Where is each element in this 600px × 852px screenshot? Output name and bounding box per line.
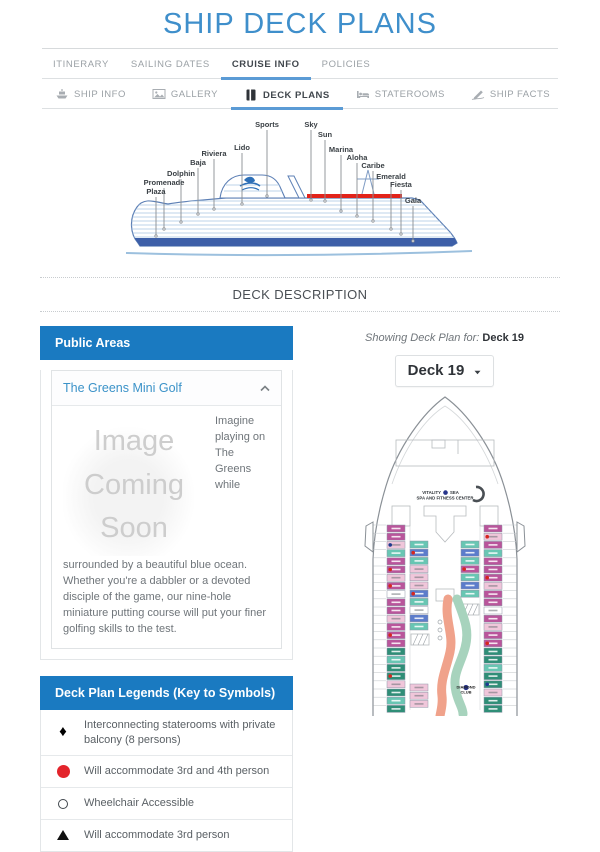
svg-text:SPA AND FITNESS CENTER: SPA AND FITNESS CENTER bbox=[416, 495, 473, 501]
legend-list bbox=[40, 710, 293, 852]
deck-label-sun: Sun bbox=[317, 130, 333, 139]
legend-text: Wheelchair Accessible bbox=[84, 797, 195, 810]
right-sponson bbox=[517, 522, 525, 552]
left-sponson bbox=[365, 522, 373, 552]
section-heading: DECK DESCRIPTION bbox=[40, 277, 560, 312]
showing-deck-value: Deck 19 bbox=[482, 332, 524, 344]
subtab-gallery[interactable] bbox=[139, 79, 231, 108]
deck-label-dolphin: Dolphin bbox=[167, 169, 195, 178]
deck-label-riviera: Riviera bbox=[201, 149, 227, 158]
legend-text: Will accommodate 3rd and 4th person bbox=[84, 765, 270, 778]
legend-text: Interconnecting staterooms with private balcony (8 persons) bbox=[84, 718, 276, 746]
image-coming-soon-placeholder: Image Coming Soon bbox=[63, 416, 205, 556]
svg-text:DIAMOND: DIAMOND bbox=[455, 684, 476, 690]
dome-structure bbox=[288, 176, 305, 198]
deck-plan-map bbox=[362, 394, 528, 721]
subtab-label: SHIP INFO bbox=[74, 88, 126, 100]
svg-text:VITALITY: VITALITY bbox=[421, 490, 441, 495]
deck-plan-column bbox=[329, 326, 560, 852]
deck-label-gala: Gala bbox=[404, 196, 422, 205]
venue-description: Imagine playing on The Greens while surrounded by a beautiful blue ocean. Whether you're a dabbler or a devoted disciple of the game, our nine-hole miniature putting course will put your finer golfing skills to the test. bbox=[63, 415, 266, 635]
ship-profile-diagram bbox=[0, 113, 600, 273]
deck-selector-dropdown[interactable] bbox=[395, 355, 495, 387]
deck-plans-icon bbox=[244, 89, 258, 101]
subtab-deck-plans[interactable] bbox=[231, 80, 343, 110]
deck-label-emerald: Emerald bbox=[376, 172, 406, 181]
diamond-icon: ♦ bbox=[59, 723, 67, 741]
tab-policies[interactable]: POLICIES bbox=[321, 59, 371, 70]
water-line bbox=[126, 251, 472, 255]
triangle-icon bbox=[57, 830, 69, 840]
deck-label-caribe: Caribe bbox=[361, 161, 385, 170]
deck-label-plaza: Plaza bbox=[146, 187, 166, 196]
accordion-header-greens-mini-golf[interactable] bbox=[52, 371, 281, 406]
deck-label-fiesta: Fiesta bbox=[390, 180, 412, 189]
showing-deck-plan-label: Showing Deck Plan for: Deck 19 bbox=[365, 332, 524, 344]
accordion-title: The Greens Mini Golf bbox=[63, 381, 182, 395]
accordion-card bbox=[51, 370, 282, 649]
legend-item-circle-outline bbox=[41, 788, 292, 820]
public-areas-column bbox=[40, 326, 293, 852]
page-title: SHIP DECK PLANS bbox=[163, 8, 437, 40]
deck-label-sky: Sky bbox=[304, 120, 318, 129]
public-areas-header: Public Areas bbox=[40, 326, 293, 360]
deck-label-promenade: Promenade bbox=[143, 178, 185, 187]
legend-item-triangle bbox=[41, 820, 292, 851]
deck-label-baja: Baja bbox=[190, 158, 206, 167]
tab-sailing-dates[interactable]: SAILING DATES bbox=[130, 59, 210, 70]
subtab-ship-info[interactable] bbox=[42, 79, 139, 108]
deck-label-aloha: Aloha bbox=[346, 153, 368, 162]
deck-label-sports: Sports bbox=[255, 120, 279, 129]
legend-item-red-circle bbox=[41, 756, 292, 788]
legend-item-diamond bbox=[41, 710, 292, 757]
public-areas-panel bbox=[40, 370, 293, 660]
legend-header: Deck Plan Legends (Key to Symbols) bbox=[40, 676, 293, 710]
main-tabs bbox=[42, 49, 558, 79]
circle-outline-icon bbox=[58, 799, 68, 809]
content-columns bbox=[0, 312, 600, 852]
highlighted-deck-bar bbox=[307, 194, 402, 198]
chevron-up-icon[interactable] bbox=[260, 379, 270, 397]
ship-icon bbox=[55, 88, 69, 100]
subtab-ship-facts[interactable] bbox=[458, 79, 563, 108]
deck-label-marina: Marina bbox=[328, 145, 354, 154]
deck-plan-svg bbox=[362, 394, 528, 716]
tab-cruise-info[interactable]: CRUISE INFO bbox=[221, 49, 311, 80]
ship-profile-svg bbox=[114, 113, 486, 273]
staterooms-icon bbox=[356, 88, 370, 100]
red-circle-icon bbox=[57, 765, 70, 778]
legend-section bbox=[40, 676, 293, 852]
accordion-body bbox=[52, 406, 281, 648]
subtab-label: STATEROOMS bbox=[374, 88, 445, 100]
subtab-label: DECK PLANS bbox=[263, 89, 330, 101]
ship-facts-icon bbox=[471, 88, 485, 100]
gallery-icon bbox=[152, 88, 166, 100]
chevron-down-icon bbox=[474, 362, 481, 379]
svg-text:CLUB: CLUB bbox=[459, 689, 472, 695]
deck-selector-value: Deck 19 bbox=[407, 362, 465, 379]
legend-text: Will accommodate 3rd person bbox=[84, 829, 230, 842]
spa-dot bbox=[443, 490, 448, 495]
svg-text:SEA: SEA bbox=[449, 490, 459, 495]
subtab-label: GALLERY bbox=[170, 88, 218, 100]
tab-itinerary[interactable]: ITINERARY bbox=[53, 59, 109, 70]
deck-label-lido: Lido bbox=[234, 143, 250, 152]
subtab-staterooms[interactable] bbox=[343, 79, 458, 108]
subtab-label: SHIP FACTS bbox=[489, 88, 551, 100]
sub-tabs bbox=[42, 79, 558, 109]
